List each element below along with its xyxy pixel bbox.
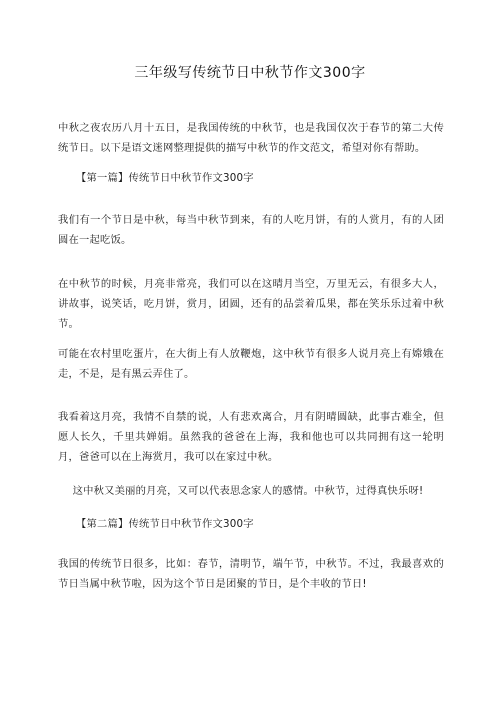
section-2-heading: 【第二篇】传统节日中秋节作文300字 (76, 518, 254, 530)
section-2-paragraph-1: 我国的传统节日很多，比如：春节，清明节，端午节，中秋节。不过，我最喜欢的节日当属中秋节啦，因为这个节日是团聚的节日，是个丰收的节日! (58, 558, 444, 590)
section-1-paragraph-2: 在中秋节的时候，月亮非常亮，我们可以在这晴月当空，万里无云，有很多大人，讲故事，说笑话，吃月饼，赏月，团圆，还有的品尝着瓜果，都在笑乐乐过着中秋节。 (58, 278, 444, 330)
section-1-paragraph-5: 这中秋又美丽的月亮，又可以代表思念家人的感情。中秋节，过得真快乐呀! (72, 485, 424, 497)
document-title: 三年级写传统节日中秋节作文300字 (134, 65, 366, 81)
section-1-heading: 【第一篇】传统节日中秋节作文300字 (76, 172, 254, 184)
section-1-paragraph-3: 可能在农村里吃蛋片，在大街上有人放鞭炮，这中秋节有很多人说月亮上有嫦娥在走，不是，是有黑云弄住了。 (58, 348, 444, 380)
section-1-paragraph-1: 我们有一个节日是中秋，每当中秋节到来，有的人吃月饼，有的人赏月，有的人团圆在一起吃饭。 (58, 214, 444, 246)
intro-paragraph: 中秋之夜农历八月十五日，是我国传统的中秋节，也是我国仅次于春节的第二大传统节日。以下是语文迷网整理提供的描写中秋节的作文范文，希望对你有帮助。 (58, 122, 444, 154)
section-1-paragraph-4: 我看着这月亮，我情不自禁的说，人有悲欢离合，月有阴晴圆缺，此事古难全，但愿人长久，千里共婵娟。虽然我的爸爸在上海，我和他也可以共同拥有这一轮明月，爸爸可以在上海赏月，我可以在家过中秋。 (58, 411, 444, 463)
